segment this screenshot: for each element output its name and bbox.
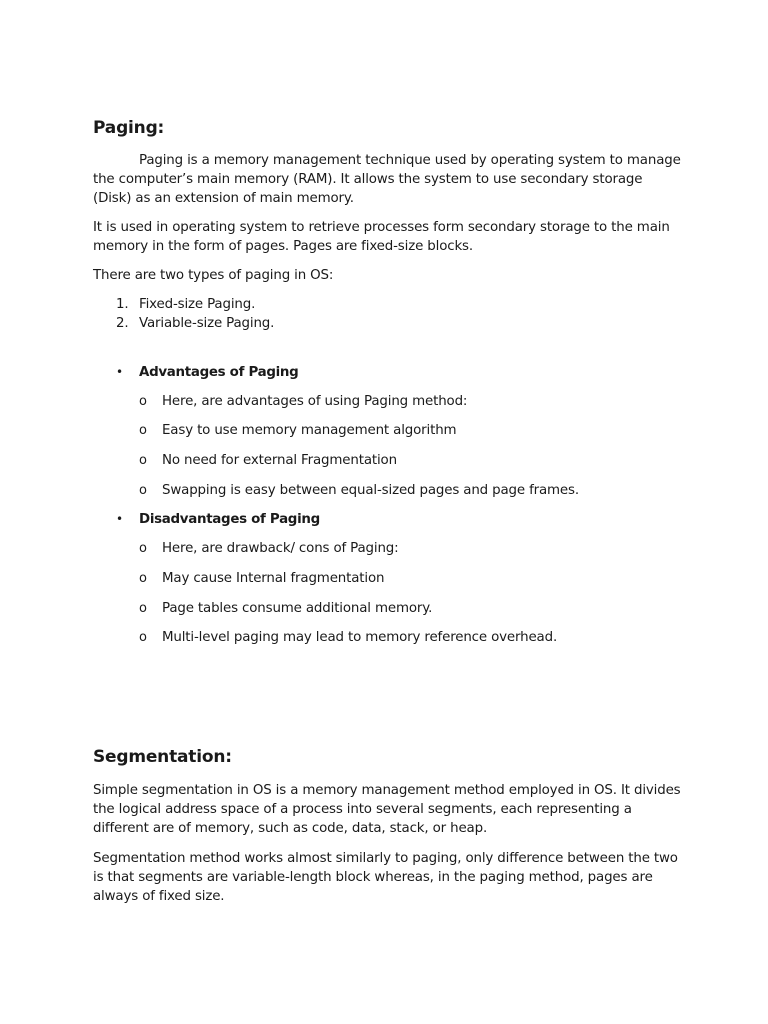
advantage-text: No need for external Fragmentation: [162, 453, 397, 468]
circle-bullet-icon: o: [139, 630, 147, 645]
list-item-variable-size-paging: [116, 314, 274, 333]
advantage-text: Here, are advantages of using Paging method:: [162, 394, 468, 409]
disadvantage-text: Here, are drawback/ cons of Paging:: [162, 541, 399, 556]
disadvantage-text: Page tables consume additional memory.: [162, 601, 433, 616]
disadvantage-item: [139, 599, 432, 618]
list-number: 1.: [116, 297, 129, 312]
advantage-item: [139, 421, 456, 440]
paging-heading: Paging:: [93, 118, 165, 138]
disadvantage-item: [139, 628, 557, 647]
paging-usage-paragraph: It is used in operating system to retrieve processes form secondary storage to the main memory in the form of pages. Pages are fixed-size blocks.: [93, 220, 670, 254]
list-item-text: Fixed-size Paging.: [139, 297, 256, 312]
disadvantage-text: Multi-level paging may lead to memory reference overhead.: [162, 630, 558, 645]
advantage-text: Easy to use memory management algorithm: [162, 423, 457, 438]
circle-bullet-icon: o: [139, 453, 147, 468]
advantages-heading: [116, 363, 298, 382]
bullet-icon: •: [116, 512, 124, 526]
segmentation-intro-paragraph: Simple segmentation in OS is a memory management method employed in OS. It divides the logical address space of a process into several segments, each representing a different are of memory, such as code, data, stack, or heap.: [93, 783, 681, 836]
list-number: 2.: [116, 316, 129, 331]
disadvantage-text: May cause Internal fragmentation: [162, 571, 385, 586]
circle-bullet-icon: o: [139, 423, 147, 438]
advantage-item: [139, 481, 579, 500]
disadvantage-item: [139, 569, 384, 588]
circle-bullet-icon: o: [139, 601, 147, 616]
disadvantage-item: [139, 539, 399, 558]
disadvantages-heading: [116, 510, 320, 529]
list-item-text: Variable-size Paging.: [139, 316, 275, 331]
paging-intro-paragraph: Paging is a memory management technique used by operating system to manage the computer’s main memory (RAM). It allows the system to use secondary storage (Disk) as an extension of main memory.: [93, 153, 681, 206]
advantage-item: [139, 392, 467, 411]
list-item-fixed-size-paging: [116, 295, 255, 314]
segmentation-comparison-paragraph: Segmentation method works almost similarly to paging, only difference between the two is that segments are variable-length block whereas, in the paging method, pages are always of fixed size.: [93, 851, 678, 904]
circle-bullet-icon: o: [139, 394, 147, 409]
circle-bullet-icon: o: [139, 571, 147, 586]
advantages-title: Advantages of Paging: [139, 365, 299, 380]
disadvantages-title: Disadvantages of Paging: [139, 512, 320, 527]
segmentation-heading: Segmentation:: [93, 747, 232, 767]
circle-bullet-icon: o: [139, 483, 147, 498]
bullet-icon: •: [116, 365, 124, 379]
advantage-item: [139, 451, 397, 470]
paging-types-intro: There are two types of paging in OS:: [93, 268, 334, 283]
circle-bullet-icon: o: [139, 541, 147, 556]
advantage-text: Swapping is easy between equal-sized pages and page frames.: [162, 483, 579, 498]
